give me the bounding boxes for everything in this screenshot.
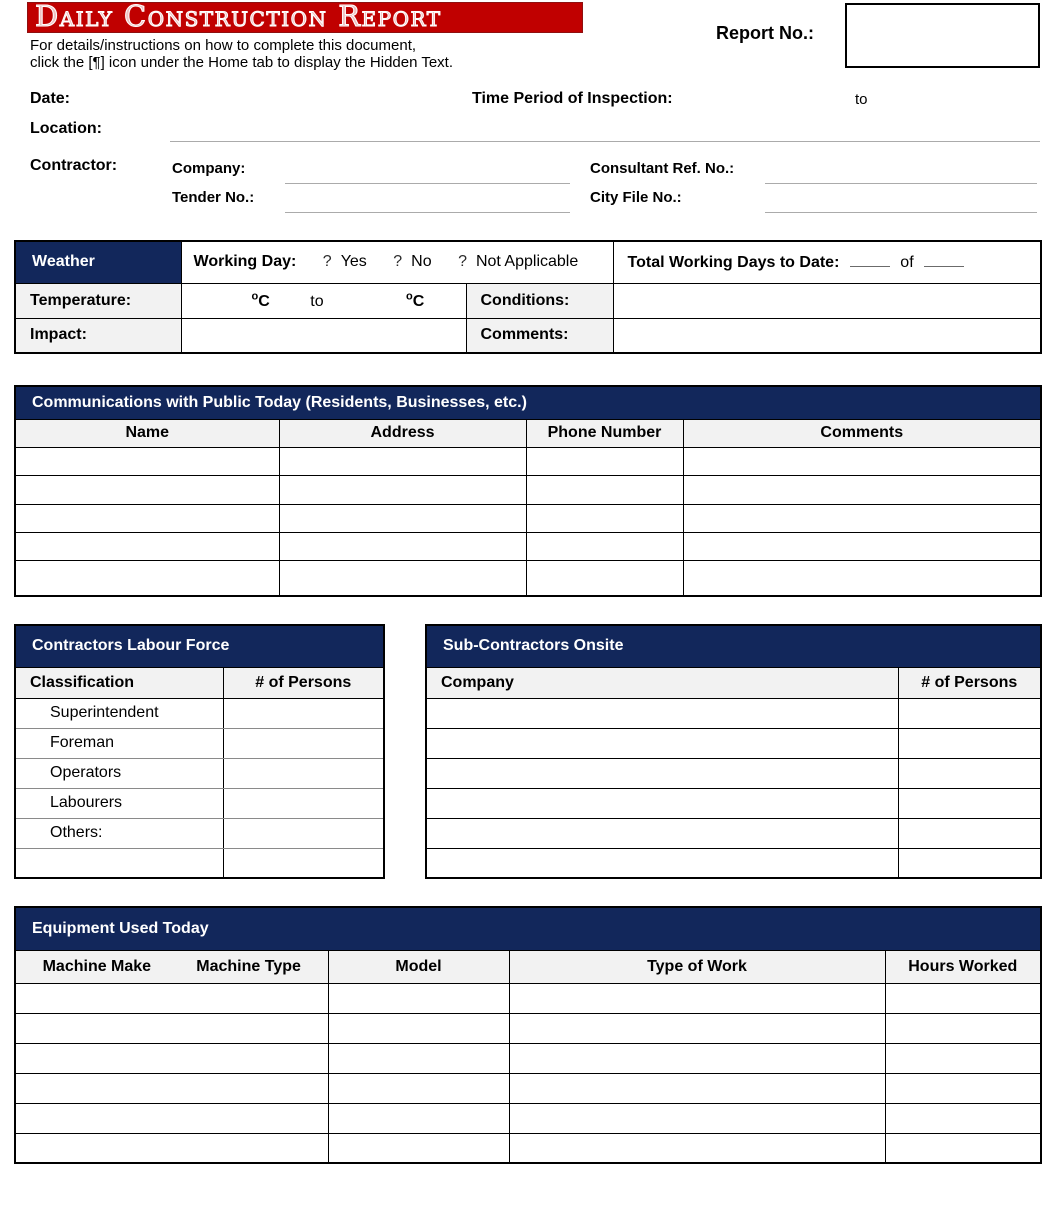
instructions-line-2: click the [¶] icon under the Home tab to display the Hidden Text. bbox=[30, 54, 454, 71]
make-type-cell[interactable] bbox=[15, 1103, 328, 1133]
equipment-col-machine-type: Machine Type bbox=[196, 957, 301, 975]
time-period-from-input[interactable] bbox=[690, 90, 845, 108]
model-cell[interactable] bbox=[328, 1013, 509, 1043]
model-cell[interactable] bbox=[328, 1073, 509, 1103]
hours-worked-cell[interactable] bbox=[885, 1013, 1041, 1043]
phone-cell[interactable] bbox=[526, 475, 683, 504]
communications-col-name: Name bbox=[15, 419, 279, 447]
comments-cell[interactable] bbox=[683, 532, 1041, 560]
working-day-na-checkbox[interactable]: ? bbox=[458, 253, 467, 271]
labour-row bbox=[15, 758, 384, 788]
address-cell[interactable] bbox=[279, 560, 526, 596]
classification-label: Others: bbox=[15, 818, 223, 848]
address-cell[interactable] bbox=[279, 532, 526, 560]
type-of-work-cell[interactable] bbox=[509, 1043, 885, 1073]
tender-no-label: Tender No.: bbox=[172, 189, 255, 206]
classification-label: Foreman bbox=[15, 728, 223, 758]
subcontractor-row bbox=[426, 788, 1041, 818]
date-input[interactable] bbox=[80, 90, 460, 108]
subcontractor-row bbox=[426, 758, 1041, 788]
phone-cell[interactable] bbox=[526, 447, 683, 475]
comments-cell[interactable] bbox=[683, 560, 1041, 596]
comments-cell[interactable] bbox=[683, 475, 1041, 504]
company-cell[interactable] bbox=[426, 818, 898, 848]
address-cell[interactable] bbox=[279, 447, 526, 475]
consultant-ref-input-line[interactable] bbox=[765, 170, 1037, 184]
impact-input-cell[interactable] bbox=[181, 318, 466, 353]
labour-row bbox=[15, 818, 384, 848]
report-no-input-box[interactable] bbox=[845, 3, 1040, 68]
subcontractor-row bbox=[426, 698, 1041, 728]
working-day-na-label: Not Applicable bbox=[475, 253, 579, 271]
instructions-text bbox=[30, 37, 453, 71]
weather-section-title: Weather bbox=[15, 241, 181, 283]
equipment-row bbox=[15, 1103, 1041, 1133]
consultant-ref-label: Consultant Ref. No.: bbox=[590, 160, 735, 177]
classification-label: Superintendent bbox=[15, 698, 223, 728]
address-cell[interactable] bbox=[279, 504, 526, 532]
impact-label: Impact: bbox=[15, 318, 181, 353]
persons-cell[interactable] bbox=[223, 848, 384, 878]
weather-comments-input-cell[interactable] bbox=[613, 318, 1041, 353]
communications-table bbox=[14, 385, 1042, 597]
working-day-no-checkbox[interactable]: ? bbox=[393, 253, 403, 271]
model-cell[interactable] bbox=[328, 983, 509, 1013]
phone-cell[interactable] bbox=[526, 504, 683, 532]
classification-input-cell[interactable] bbox=[15, 848, 223, 878]
model-cell[interactable] bbox=[328, 1103, 509, 1133]
type-of-work-cell[interactable] bbox=[509, 1103, 885, 1133]
persons-cell[interactable] bbox=[223, 788, 384, 818]
subcontractors-col-company: Company bbox=[426, 667, 898, 698]
labour-row bbox=[15, 728, 384, 758]
name-cell[interactable] bbox=[15, 447, 279, 475]
name-cell[interactable] bbox=[15, 532, 279, 560]
subcontractor-row bbox=[426, 848, 1041, 878]
communications-col-address: Address bbox=[279, 419, 526, 447]
company-cell[interactable] bbox=[426, 758, 898, 788]
equipment-col-type-of-work: Type of Work bbox=[509, 950, 885, 983]
company-cell[interactable] bbox=[426, 728, 898, 758]
equipment-row bbox=[15, 1013, 1041, 1043]
communications-row bbox=[15, 532, 1041, 560]
equipment-row bbox=[15, 1073, 1041, 1103]
labour-row bbox=[15, 788, 384, 818]
working-day-yes-checkbox[interactable]: ? bbox=[322, 253, 332, 271]
comments-cell[interactable] bbox=[683, 504, 1041, 532]
hours-worked-cell[interactable] bbox=[885, 1073, 1041, 1103]
communications-col-phone: Phone Number bbox=[526, 419, 683, 447]
persons-cell[interactable] bbox=[898, 758, 1041, 788]
time-period-to-input[interactable] bbox=[880, 90, 1035, 108]
type-of-work-cell[interactable] bbox=[509, 1133, 885, 1163]
weather-table bbox=[14, 240, 1042, 354]
total-working-days-of-label: of bbox=[900, 253, 914, 271]
hours-worked-cell[interactable] bbox=[885, 1103, 1041, 1133]
make-type-cell[interactable] bbox=[15, 1043, 328, 1073]
conditions-input-cell[interactable] bbox=[613, 283, 1041, 318]
equipment-col-make-type-cell bbox=[15, 950, 328, 983]
temperature-high-unit: $^o$C bbox=[406, 290, 425, 310]
persons-cell[interactable] bbox=[223, 698, 384, 728]
temperature-range-cell[interactable] bbox=[181, 283, 466, 318]
working-day-no-label: No bbox=[411, 253, 432, 271]
instructions-line-1: For details/instructions on how to complete this document, bbox=[30, 37, 417, 54]
hours-worked-cell[interactable] bbox=[885, 1043, 1041, 1073]
persons-cell[interactable] bbox=[223, 728, 384, 758]
subcontractors-col-persons: # of Persons bbox=[898, 667, 1041, 698]
page-title: Daily Construction Report bbox=[35, 0, 442, 33]
persons-cell[interactable] bbox=[898, 788, 1041, 818]
persons-cell[interactable] bbox=[223, 758, 384, 788]
phone-cell[interactable] bbox=[526, 532, 683, 560]
communications-row bbox=[15, 560, 1041, 596]
persons-cell[interactable] bbox=[223, 818, 384, 848]
equipment-col-hours-worked: Hours Worked bbox=[885, 950, 1041, 983]
location-input-line[interactable] bbox=[170, 128, 1040, 142]
address-cell[interactable] bbox=[279, 475, 526, 504]
classification-label: Operators bbox=[15, 758, 223, 788]
labour-col-classification: Classification bbox=[15, 667, 223, 698]
name-cell[interactable] bbox=[15, 504, 279, 532]
name-cell[interactable] bbox=[15, 560, 279, 596]
equipment-row bbox=[15, 1133, 1041, 1163]
type-of-work-cell[interactable] bbox=[509, 1073, 885, 1103]
communications-row bbox=[15, 475, 1041, 504]
communications-row bbox=[15, 504, 1041, 532]
model-cell[interactable] bbox=[328, 1043, 509, 1073]
title-banner bbox=[27, 2, 583, 33]
labour-row bbox=[15, 848, 384, 878]
working-day-yes-label: Yes bbox=[340, 253, 367, 271]
temperature-to-label: to bbox=[310, 292, 324, 310]
total-working-days-input[interactable] bbox=[850, 253, 890, 267]
make-type-cell[interactable] bbox=[15, 1073, 328, 1103]
communications-section-title: Communications with Public Today (Residents, Businesses, etc.) bbox=[15, 386, 1041, 419]
labour-col-persons: # of Persons bbox=[223, 667, 384, 698]
total-working-days-label: Total Working Days to Date: bbox=[627, 253, 840, 271]
weather-comments-label: Comments: bbox=[466, 318, 613, 353]
persons-cell[interactable] bbox=[898, 848, 1041, 878]
total-working-days-of-input[interactable] bbox=[924, 253, 964, 267]
subcontractors-section-title: Sub-Contractors Onsite bbox=[426, 625, 1041, 667]
report-no-label: Report No.: bbox=[716, 23, 814, 43]
persons-cell[interactable] bbox=[898, 728, 1041, 758]
equipment-section-title: Equipment Used Today bbox=[15, 907, 1041, 950]
subcontractors-table bbox=[425, 624, 1042, 879]
working-day-cell bbox=[181, 241, 613, 283]
time-period-label: Time Period of Inspection: bbox=[472, 90, 673, 107]
type-of-work-cell[interactable] bbox=[509, 983, 885, 1013]
company-cell[interactable] bbox=[426, 848, 898, 878]
city-file-no-label: City File No.: bbox=[590, 189, 682, 206]
working-day-label: Working Day: bbox=[193, 253, 297, 271]
tender-no-input-line[interactable] bbox=[285, 199, 570, 213]
date-label: Date: bbox=[30, 90, 71, 107]
model-cell[interactable] bbox=[328, 1133, 509, 1163]
company-input-line[interactable] bbox=[285, 170, 570, 184]
classification-label: Labourers bbox=[15, 788, 223, 818]
temperature-label: Temperature: bbox=[15, 283, 181, 318]
hours-worked-cell[interactable] bbox=[885, 1133, 1041, 1163]
location-label: Location: bbox=[30, 120, 102, 137]
labour-force-table bbox=[14, 624, 385, 879]
city-file-no-input-line[interactable] bbox=[765, 199, 1037, 213]
equipment-col-machine-make: Machine Make bbox=[42, 957, 152, 975]
company-cell[interactable] bbox=[426, 698, 898, 728]
subcontractor-row bbox=[426, 818, 1041, 848]
communications-col-comments: Comments bbox=[683, 419, 1041, 447]
make-type-cell[interactable] bbox=[15, 1133, 328, 1163]
company-label: Company: bbox=[172, 160, 246, 177]
equipment-row bbox=[15, 1043, 1041, 1073]
labour-row bbox=[15, 698, 384, 728]
name-cell[interactable] bbox=[15, 475, 279, 504]
contractor-section-label: Contractor: bbox=[30, 157, 118, 174]
type-of-work-cell[interactable] bbox=[509, 1013, 885, 1043]
equipment-col-model: Model bbox=[328, 950, 509, 983]
time-period-to-label: to bbox=[855, 91, 868, 108]
make-type-cell[interactable] bbox=[15, 1013, 328, 1043]
comments-cell[interactable] bbox=[683, 447, 1041, 475]
equipment-row bbox=[15, 983, 1041, 1013]
phone-cell[interactable] bbox=[526, 560, 683, 596]
total-working-days-cell bbox=[613, 241, 1041, 283]
company-cell[interactable] bbox=[426, 788, 898, 818]
equipment-table bbox=[14, 906, 1042, 1164]
communications-row bbox=[15, 447, 1041, 475]
temperature-low-unit: $^o$C bbox=[251, 290, 270, 310]
make-type-cell[interactable] bbox=[15, 983, 328, 1013]
subcontractor-row bbox=[426, 728, 1041, 758]
hours-worked-cell[interactable] bbox=[885, 983, 1041, 1013]
persons-cell[interactable] bbox=[898, 698, 1041, 728]
conditions-label: Conditions: bbox=[466, 283, 613, 318]
labour-force-section-title: Contractors Labour Force bbox=[15, 625, 384, 667]
persons-cell[interactable] bbox=[898, 818, 1041, 848]
